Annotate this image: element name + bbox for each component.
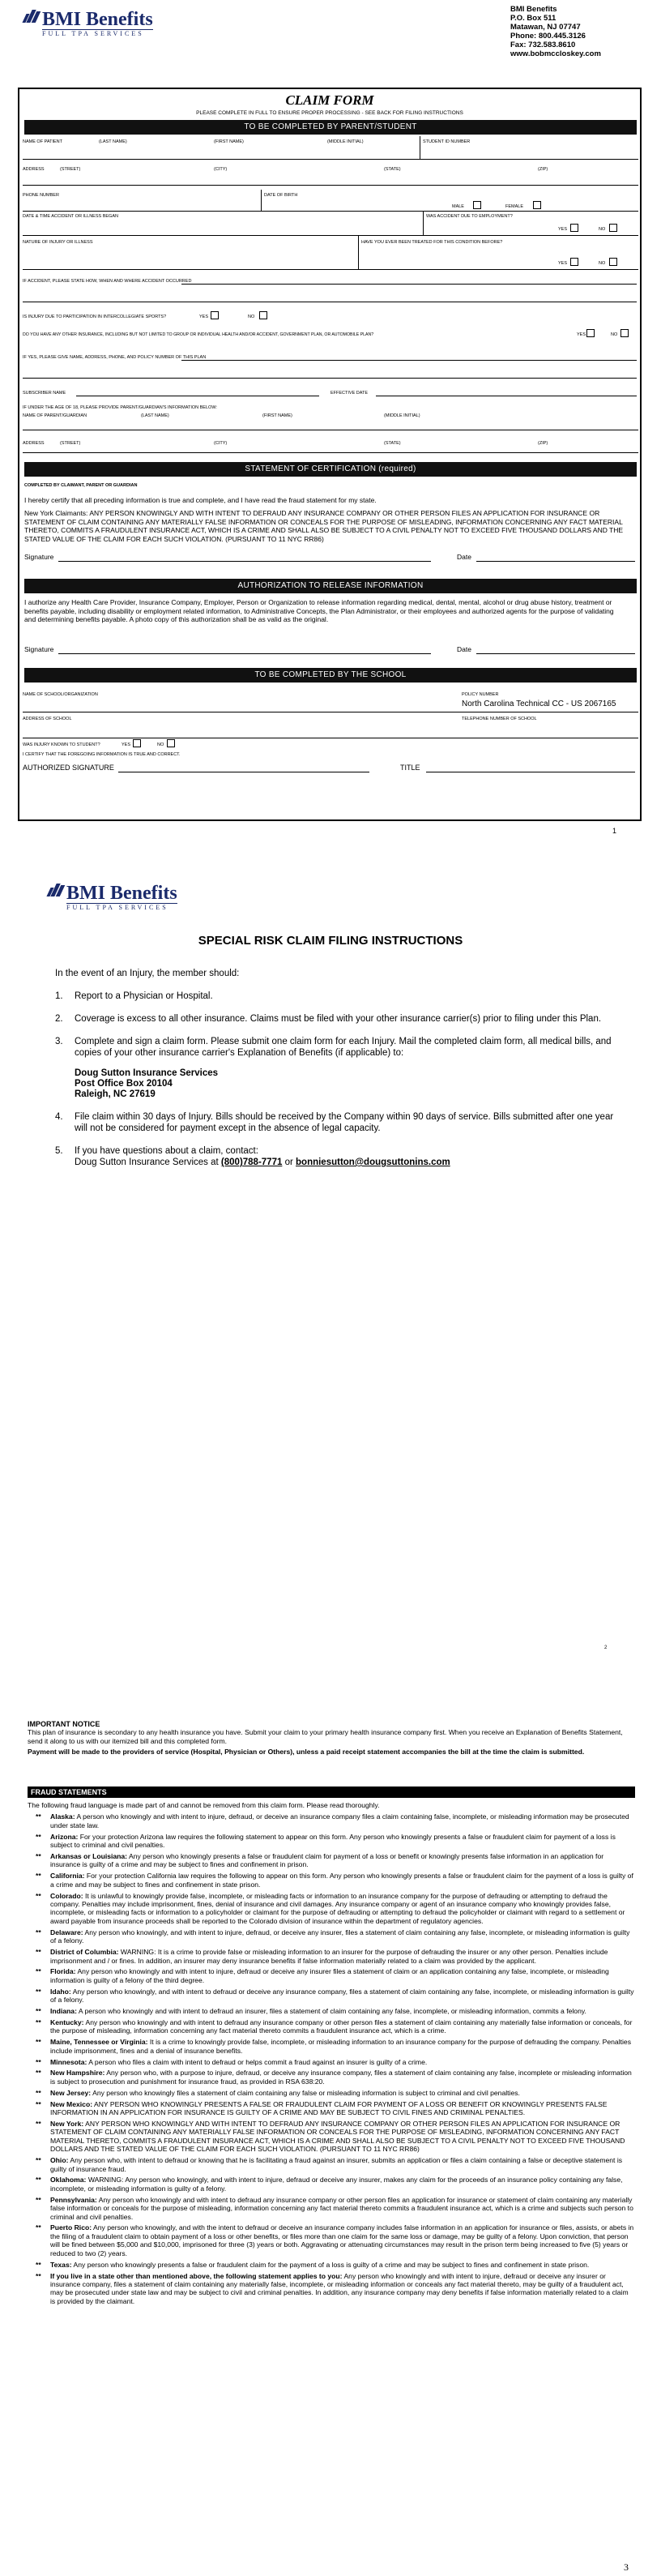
list-item: 1. Report to a Physician or Hospital.	[55, 991, 213, 1001]
section-certification: STATEMENT OF CERTIFICATION (required)	[24, 462, 637, 477]
list-item	[28, 2176, 635, 2193]
state-name: Arizona:	[50, 1832, 79, 1841]
label-title: TITLE	[400, 764, 420, 772]
label-injury-known: WAS INJURY KNOWN TO STUDENT?	[23, 742, 100, 747]
certification-signature-field[interactable]	[58, 561, 431, 562]
bullet-icon: **	[36, 1967, 41, 1976]
bullet-icon: **	[36, 2271, 41, 2280]
bullet-icon: **	[36, 1832, 41, 1841]
bullet-icon: **	[36, 2176, 41, 2184]
list-item	[28, 2100, 635, 2117]
label-auth-signature: AUTHORIZED SIGNATURE	[23, 764, 114, 772]
list-item	[28, 2223, 635, 2257]
label-under-18: IF UNDER THE AGE OF 18, PLEASE PROVIDE PARENT/GUARDIAN'S INFORMATION BELOW:	[23, 405, 217, 410]
fraud-statements	[28, 1801, 635, 2309]
state-name: Minnesota:	[50, 2057, 87, 2066]
company-logo	[23, 10, 153, 37]
instructions-list	[55, 991, 614, 1168]
state-name: Alaska:	[50, 1812, 75, 1821]
list-item	[28, 2261, 635, 2269]
bullet-icon: **	[36, 2018, 41, 2026]
list-item	[28, 2089, 635, 2097]
section-parent-student: TO BE COMPLETED BY PARENT/STUDENT	[24, 120, 637, 135]
bullet-icon: **	[36, 2088, 41, 2097]
bullet-icon: **	[36, 1891, 41, 1900]
important-heading: IMPORTANT NOTICE	[28, 1720, 100, 1728]
state-name: Delaware:	[50, 1928, 83, 1936]
state-text: A person who knowingly and with intent to injure, defraud, or deceive an insurance company files a claim containing false, incomplete, or misleading information may be prosecuted under state law.	[50, 1812, 629, 1829]
bullet-icon: **	[36, 2007, 41, 2016]
state-text: Any person who knowingly and with intent to defraud any insurance company or other person files a statement of claim containing any materially false information or conceals, for the purpose of misleading, information concerning any fact material thereto commits a fraudulent insurance act, which is a crime.	[50, 2018, 633, 2035]
state-name: New Hampshire:	[50, 2069, 105, 2077]
list-item	[28, 1812, 635, 1829]
page-number: 2	[604, 1645, 608, 1650]
label-address: ADDRESS	[23, 167, 45, 172]
label-effective-date: EFFECTIVE DATE	[330, 391, 369, 396]
state-name: California:	[50, 1872, 85, 1881]
fraud-intro: The following fraud language is made part of and cannot be removed from this claim form. Please read thoroughly.	[28, 1801, 380, 1809]
label-if-yes: IF YES, PLEASE GIVE NAME, ADDRESS, PHONE, AND POLICY NUMBER OF THIS PLAN	[23, 355, 207, 360]
list-item: 2. Coverage is excess to all other insurance. Claims must be filed with your other insurance carrier(s) prior to filing under this Plan.	[55, 1014, 602, 1024]
label-policy: POLICY NUMBER	[462, 692, 499, 697]
state-name: Oklahoma:	[50, 2176, 87, 2184]
bullet-icon: **	[36, 2120, 41, 2128]
state-text: For your protection California law requires the following to appear on this form. Any person who knowingly presents a false or fraudulent claim for the payment of a loss is guilty of a crime and may be subject to fines and confinement in state prison.	[50, 1872, 633, 1889]
instructions-page	[0, 867, 661, 1678]
label-nature: NATURE OF INJURY OR ILLNESS	[23, 240, 93, 245]
bullet-icon: **	[36, 2057, 41, 2066]
list-item	[28, 2120, 635, 2154]
contact-phone-link[interactable]: (800)788-7771	[220, 1157, 283, 1167]
list-item	[28, 2156, 635, 2173]
list-item: 5. If you have questions about a claim, contact: Doug Sutton Insurance Services at (800)788-7771 or bonniesutton@dougsuttonins.com	[55, 1146, 450, 1167]
employment-no-checkbox[interactable]	[609, 224, 617, 232]
state-text: ANY PERSON WHO KNOWINGLY AND WITH INTENT TO DEFRAUD ANY INSURANCE COMPANY OR OTHER PERSON FILES AN APPLICATION FOR INSURANCE OR STATEMENT OF CLAIM CONTAINING ANY MATERIALLY FALSE INFORMATION OR CONCEALS FOR THE PURPOSE OF MISLEADING, INFORMATION CONCERNING ANY FACT MATERIAL THERETO, COMMITS A FRAUDULENT INSURANCE ACT, WHICH IS A CRIME AND SHALL ALSO BE SUBJECT TO A CIVIL PENALTY NOT TO EXCEED FIVE THOUSAND DOLLARS AND THE STATED VALUE OF THE CLAIM FOR EACH SUCH VIOLATION. (PURSUANT TO 11 NYC RR86)	[50, 2120, 625, 2154]
male-checkbox[interactable]	[473, 201, 481, 209]
state-name: Puerto Rico:	[50, 2223, 92, 2232]
contact-email-link[interactable]: bonniesutton@dougsuttonins.com	[296, 1157, 450, 1167]
page-number: 3	[624, 2561, 629, 2573]
certification-text: I hereby certify that all preceding information is true and complete, and I have read the fraud statement for my state.	[24, 496, 377, 504]
notice-page	[0, 1702, 661, 2576]
list-item	[28, 1948, 635, 1965]
state-name: If you live in a state other than mentioned above, the following statement applies to you:	[50, 2271, 343, 2280]
bullet-icon: **	[36, 1928, 41, 1936]
claim-form-page	[0, 0, 661, 843]
state-name: New York:	[50, 2120, 84, 2128]
phone-field[interactable]	[23, 211, 638, 212]
list-item	[28, 2038, 635, 2055]
claim-form: CLAIM FORM PLEASE COMPLETE IN FULL TO ENSURE PROPER PROCESSING - SEE BACK FOR FILING INSTRUCTIONS TO BE COMPLETED BY PARENT/STUDENT NAME OF PATIENT (LAST NAME) (FIRST NAME) (MIDDLE INITIAL) STUDENT ID NUMBER ADDRESS (STREET) (CITY) (STATE) (ZIP) PHONE NUMBER DATE OF BIRTH MALE FEMALE DATE & TIME ACCIDENT OR ILLNESS BEGAN WAS ACCIDENT DUE TO EMPLOYMENT? YES NO NATURE OF INJURY OR ILLNESS HAVE YOU EVER BEEN TREATED FOR THIS CONDITION BEFORE? YES NO IF ACCIDENT, PLEASE STATE HOW, WHEN AND WHERE ACCIDENT OCCURRED IS INJURY DUE TO PARTICIPATION IN INTERCOLLEGIATE SPORTS? YES NO DO YOU HAVE ANY OTHER INSURANCE, INCLUDING BUT NOT LIMITED TO GROUP OR INDIVIDUAL HEALTH AND/OR ACCIDENT, GOVERNMENT PLAN, OR AUTOMOBILE PLAN? YES NO IF YES, PLEASE GIVE NAME, ADDRESS, PHONE, AND POLICY NUMBER OF THIS PLAN SUBSCRIBER NAME EFFECTIVE DATE IF UNDER THE AGE OF 18, PLEASE PROVIDE PARENT/GUARDIAN'S INFORMATION BELOW: NAME OF PARENT/GUARDIAN (LAST NAME) (FIRST NAME) (MIDDLE INITIAL) ADDRESS (STREET) (CITY) (STATE) (ZIP) STATEMENT OF CERTIFICATION (required) COMPLETED BY CLAIMANT, PARENT OR GUARDIAN I hereby certify that all preceding information is true and complete, and I have read the fraud statement for my state. New York Claimants: ANY PERSON KNOWINGLY AND WITH INTENT TO DEFRAUD ANY INSURANCE COMPANY OR OTHER PERSON FILES AN APPLICATION FOR INSURANCE OR STATEMENT OF CLAIM CONTAINING ANY MATERIALLY FALSE INFORMATION OR CONCEALS FOR THE PURPOSE OF MISLEADING, INFORMATION CONCERNING ANY FACT MATERIAL THERETO, COMMITS A FRAUDULENT INSURANCE ACT, WHICH IS A CRIME AND SHALL ALSO BE SUBJECT TO A CIVIL PENALTY NOT TO EXCEED FIVE THOUSAND DOLLARS AND THE STATED VALUE OF THE CLAIM FOR EACH SUCH VIOLATION. (PURSUANT TO 11 NYC RR86) Signature Date AUTHORIZATION TO RELEASE INFORMATION I authorize any Health Care Provider, Insurance Company, Employer, Person or Organization to release information regarding medical, dental, mental, alcohol or drug abuse history, treatment or benefits payable, including disability or employment related information, to Administrative Concepts, the Plan Administrator, or their employees and authorized agents for the purpose of validating and determining benefits payable. A photo copy of this authorization shall be as valid as the original. Signature Date TO BE COMPLETED BY THE SCHOOL NAME OF SCHOOL/ORGANIZATION POLICY NUMBER North Carolina Technical CC - US 2067165 ADDRESS OF SCHOOL TELEPHONE NUMBER OF SCHOOL WAS INJURY KNOWN TO STUDENT? YES NO I CERTIFY THAT THE FOREGOING INFORMATION IS TRUE AND CORRECT. AUTHORIZED SIGNATURE TITLE	[18, 88, 642, 821]
state-text: A person who files a claim with intent to defraud or helps commit a fraud against an insurer is guilty of a crime.	[88, 2057, 428, 2066]
injury-known-no-checkbox[interactable]	[167, 739, 175, 747]
parent-address-field[interactable]	[23, 452, 638, 453]
prior-treatment-no-checkbox[interactable]	[609, 258, 617, 266]
state-text: Any person who knowingly and with intent to injure, defraud or deceive any insurer or insurance company, files a statement of claim containing any materially false, incomplete, or misleading information or conceals any fact material thereto, may be guilty of a fraudulent act, may be prosecuted under state law and may be subject to civil and criminal penalties. In addition, any insurance company may deny benefits if false information materially related to a claim is provided by the claimant.	[50, 2271, 629, 2305]
company-logo: BMI Benefits FULL TPA SERVICES	[47, 884, 177, 911]
state-text: Any person who knowingly and with intent to defraud any insurance company or other person files an application for insurance or statement of claim containing any materially false information or conceals for the purpose of misleading, information concerning any fact material thereto commits a fraudulent insurance act, which is a crime and subjects such person to criminal and civil penalties.	[50, 2195, 633, 2221]
state-text: A person who knowingly and with intent to defraud an insurer, files a statement of claim containing any false, incomplete, or misleading information, commits a felony.	[78, 2007, 586, 2016]
completed-by-label: COMPLETED BY CLAIMANT, PARENT OR GUARDIAN	[24, 483, 138, 488]
list-item	[28, 1892, 635, 1926]
state-name: New Jersey:	[50, 2088, 92, 2097]
list-item	[28, 1988, 635, 2005]
logo-mark-icon	[23, 10, 41, 23]
state-name: Indiana:	[50, 2007, 77, 2016]
list-item	[28, 2018, 635, 2035]
label-school-name: NAME OF SCHOOL/ORGANIZATION	[23, 692, 98, 697]
bullet-icon: **	[36, 1948, 41, 1957]
label-school-address: ADDRESS OF SCHOOL	[23, 717, 72, 721]
label-accident-desc: IF ACCIDENT, PLEASE STATE HOW, WHEN AND WHERE ACCIDENT OCCURRED	[23, 279, 192, 284]
label-student-id: STUDENT ID NUMBER	[423, 139, 471, 144]
bullet-icon: **	[36, 2260, 41, 2269]
list-item	[28, 2069, 635, 2086]
state-name: Idaho:	[50, 1987, 71, 1996]
state-list	[28, 1812, 635, 2305]
sports-no-checkbox[interactable]	[259, 311, 267, 319]
mail-address: Doug Sutton Insurance Services Post Office Box 20104 Raleigh, NC 27619	[75, 1068, 219, 1099]
other-insurance-no-checkbox[interactable]	[620, 329, 629, 337]
page-number: 1	[612, 827, 617, 835]
bullet-icon: **	[36, 2195, 41, 2204]
state-text: Any person who, with intent to defraud or knowing that he is facilitating a fraud against an insurer, submits an application or files a claim containing a false or deceptive statement is guilty of insurance fraud.	[50, 2156, 623, 2173]
ny-fraud-text: New York Claimants: ANY PERSON KNOWINGLY AND WITH INTENT TO DEFRAUD ANY INSURANCE COMPANY OR OTHER PERSON FILES AN APPLICATION FOR INSURANCE OR STATEMENT OF CLAIM CONTAINING ANY MATERIALLY FALSE INFORMATION OR CONCEALS FOR THE PURPOSE OF MISLEADING, INFORMATION CONCERNING ANY FACT MATERIAL THERETO, COMMITS A FRAUDULENT INSURANCE ACT, WHICH IS A CRIME AND SHALL ALSO BE SUBJECT TO A CIVIL PENALTY NOT TO EXCEED FIVE THOUSAND DOLLARS AND THE STATED VALUE OF THE CLAIM FOR EACH SUCH VIOLATION. (PURSUANT TO 11 NYC RR86)	[24, 509, 624, 543]
list-item	[28, 1928, 635, 1945]
state-text: Any person who knowingly and with intent to injure, defraud or deceive any insurer files a statement of claim or an application containing any false, incomplete, or misleading information is guilty of a felony of the third degree.	[50, 1967, 609, 1984]
state-name: Pennsylvania:	[50, 2195, 97, 2204]
instructions-intro: In the event of an Injury, the member should:	[55, 969, 240, 978]
label-dob: DATE OF BIRTH	[264, 193, 298, 198]
section-release: AUTHORIZATION TO RELEASE INFORMATION	[24, 579, 637, 593]
label-certify: I CERTIFY THAT THE FOREGOING INFORMATION IS TRUE AND CORRECT.	[23, 752, 181, 757]
form-subtitle: PLEASE COMPLETE IN FULL TO ENSURE PROPER PROCESSING - SEE BACK FOR FILING INSTRUCTIONS	[196, 110, 463, 116]
bullet-icon: **	[36, 1852, 41, 1861]
list-item	[28, 2007, 635, 2015]
list-item	[28, 2058, 635, 2066]
list-item	[28, 1872, 635, 1889]
form-title: CLAIM FORM	[285, 92, 374, 108]
state-text: Any person who knowingly, and with intent to defraud or deceive any insurance company, files a statement of claim containing any false, incomplete, or misleading information is guilty of a felony.	[50, 1987, 634, 2005]
state-name: Ohio:	[50, 2156, 69, 2165]
state-name: Florida:	[50, 1967, 76, 1976]
bullet-icon: **	[36, 1812, 41, 1821]
label-employment: WAS ACCIDENT DUE TO EMPLOYMENT?	[426, 214, 513, 219]
fraud-statements-band: FRAUD STATEMENTS	[28, 1787, 635, 1798]
section-school: TO BE COMPLETED BY THE SCHOOL	[24, 668, 637, 683]
state-text: WARNING: It is a crime to provide false or misleading information to an insurer for the purpose of defrauding the insurer or any other person. Penalties include imprisonment and / or fines. In addition, an insurer may deny insurance benefits if false information materially related to a claim was provided by the applicant.	[50, 1948, 608, 1965]
label-subscriber: SUBSCRIBER NAME	[23, 391, 66, 396]
company-tagline: FULL TPA SERVICES	[42, 29, 153, 37]
bullet-icon: **	[36, 1872, 41, 1881]
list-item	[28, 2272, 635, 2306]
state-name: Arkansas or Louisiana:	[50, 1852, 128, 1861]
injury-known-yes-checkbox[interactable]	[133, 739, 141, 747]
other-insurance-yes-checkbox[interactable]	[586, 329, 595, 337]
list-item	[28, 2196, 635, 2221]
release-signature-field[interactable]	[58, 653, 431, 654]
state-text: It is unlawful to knowingly provide false, incomplete, or misleading facts or information to an insurance company for the purpose of defrauding or attempting to defraud the company. Penalties may include imprisonment, fines, denial of insurance and civil damages. Any insurance company or agent of an insurance company who knowingly provides false, incomplete, or misleading facts or information to a policyholder or claimant for the purpose of defrauding or attempting to defraud the policyholder or claimant with regard to a settlement or award payable from insurance proceeds shall be reported to the Colorado division of insurance within the department of regulatory agencies.	[50, 1891, 625, 1925]
state-name: Kentucky:	[50, 2018, 84, 2026]
list-item	[28, 1967, 635, 1984]
label-date-time-accident: DATE & TIME ACCIDENT OR ILLNESS BEGAN	[23, 214, 118, 219]
list-item	[28, 1833, 635, 1850]
address-field[interactable]	[23, 185, 638, 186]
payment-text: Payment will be made to the providers of service (Hospital, Physician or Others), unless a paid receipt statement accompanies the bill at the time the claim is submitted.	[28, 1748, 585, 1757]
policy-number-value: North Carolina Technical CC - US 2067165	[462, 700, 616, 708]
company-name: BMI Benefits	[42, 9, 153, 30]
instructions-body	[55, 968, 614, 1179]
label-sports: IS INJURY DUE TO PARTICIPATION IN INTERCOLLEGIATE SPORTS?	[23, 315, 167, 319]
bullet-icon: **	[36, 2223, 41, 2232]
bullet-icon: **	[36, 2069, 41, 2077]
accident-desc-field[interactable]	[181, 284, 637, 285]
state-text: WARNING: Any person who knowingly, and with intent to injure, defraud or deceive any insurer, makes any claim for the proceeds of an insurance policy containing any false, incomplete, or misleading information is guilty of a felony.	[50, 2176, 623, 2193]
release-text: I authorize any Health Care Provider, Insurance Company, Employer, Person or Organization to release information regarding medical, dental, mental, alcohol or drug abuse history, treatment or benefits payable, including disability or employment related information, to Administrative Concepts, the Plan Administrator, or their employees and authorized agents for the purpose of validating and determining benefits payable. A photo copy of this authorization shall be as valid as the original.	[24, 598, 614, 623]
list-item: 4. File claim within 30 days of Injury. Bills should be received by the Company within 90 days of service. Bills submitted after one year will not be considered for payment except in the absence of legal capacity.	[55, 1112, 614, 1133]
label-other-insurance: DO YOU HAVE ANY OTHER INSURANCE, INCLUDING BUT NOT LIMITED TO GROUP OR INDIVIDUAL HEALTH AND/OR ACCIDENT, GOVERNMENT PLAN, OR AUTOMOBILE PLAN?	[23, 332, 374, 337]
label-name-of-patient: NAME OF PATIENT	[23, 139, 62, 144]
list-item	[28, 1852, 635, 1869]
female-checkbox[interactable]	[533, 201, 541, 209]
state-text: For your protection Arizona law requires the following statement to appear on this form. Any person who knowingly presents a false or fraudulent claim for payment of a loss is subject to criminal and civil penalties.	[50, 1832, 616, 1850]
logo-mark-icon	[47, 884, 65, 896]
certification-date-field[interactable]	[476, 561, 635, 562]
list-item: 3. Complete and sign a claim form. Please submit one claim form for each Injury. Mail the completed claim form, all medical bills, and copies of your other insurance carrier's Explanation of Benefits (if applicable) to: Doug Sutton Insurance Services Post Office Box 20104 Raleigh, NC 27619	[55, 1036, 614, 1100]
state-text: Any person who knowingly, and with intent to injure, defraud, or deceive any insurer, files a statement of claim containing any false, incomplete, or misleading information is guilty of a felony.	[50, 1928, 630, 1945]
instructions-title: SPECIAL RISK CLAIM FILING INSTRUCTIONS	[198, 934, 463, 948]
label-prior-treatment: HAVE YOU EVER BEEN TREATED FOR THIS CONDITION BEFORE?	[361, 240, 503, 245]
state-text: Any person who knowingly files a statement of claim containing any false or misleading information is subject to criminal and civil penalties.	[92, 2088, 520, 2097]
name-of-patient-field[interactable]	[23, 159, 638, 160]
bullet-icon: **	[36, 2038, 41, 2047]
label-name-parent: NAME OF PARENT/GUARDIAN	[23, 413, 87, 418]
bullet-icon: **	[36, 2099, 41, 2108]
state-text: Any person who knowingly presents a false or fraudulent claim for payment of a loss or benefit or knowingly presents false information in an application for insurance is guilty of a crime and may be subject to fines and confinement in prison.	[50, 1852, 604, 1869]
state-text: Any person who knowingly, and with the intent to defraud or deceive an insurance company includes false information in an application for insurance or files, assists, or abets in the filing of a fraudulent claim to obtain payment of a loss or other benefits, or files more than one claim for the same loss or damage, may be guilty of a felony. Upon conviction, that person will be fined between $5,000 and $10,000, imprisoned for three (3) years or both. Aggravating or attenuating circumstances may result in the prison term being increased to five (5) years or reduced to two (2) years.	[50, 2223, 634, 2257]
prior-treatment-yes-checkbox[interactable]	[570, 258, 578, 266]
other-insurance-details-field[interactable]	[181, 360, 637, 361]
state-text: Any person who knowingly presents a false or fraudulent claim for the payment of a loss is guilty of a crime and may be subject to fines and confinement in state prison.	[73, 2260, 590, 2269]
state-name: District of Columbia:	[50, 1948, 119, 1957]
state-name: Texas:	[50, 2260, 72, 2269]
label-school-tel: TELEPHONE NUMBER OF SCHOOL	[462, 717, 537, 721]
employment-yes-checkbox[interactable]	[570, 224, 578, 232]
state-text: ANY PERSON WHO KNOWINGLY PRESENTS A FALSE OR FRAUDULENT CLAIM FOR PAYMENT OF A LOSS OR BENEFIT OR KNOWINGLY PRESENTS FALSE INFORMATION IN AN APPLICATION FOR INSURANCE IS GUILTY OF A CRIME AND MAY BE SUBJECT TO CIVIL FINES AND CRIMINAL PENALTIES.	[50, 2099, 608, 2117]
release-date-field[interactable]	[476, 653, 635, 654]
sports-yes-checkbox[interactable]	[211, 311, 219, 319]
state-name: Maine, Tennessee or Virginia:	[50, 2038, 148, 2047]
company-address: BMI Benefits P.O. Box 511 Matawan, NJ 07747 Phone: 800.445.3126 Fax: 732.583.8610 www.bobmccloskey.com	[510, 5, 601, 58]
bullet-icon: **	[36, 2156, 41, 2165]
state-name: New Mexico:	[50, 2099, 93, 2108]
bullet-icon: **	[36, 1987, 41, 1996]
important-notice	[28, 1720, 635, 1757]
state-text: Any person who, with a purpose to injure, defraud, or deceive any insurance company, files a statement of claim containing any false, incomplete or misleading information is subject to prosecution and punishment for insurance fraud, as provided in RSA 638:20.	[50, 2069, 632, 2086]
important-text: This plan of insurance is secondary to any health insurance you have. Submit your claim to your primary health insurance company first. When you receive an Explanation of Benefits Statement, send it along to us with our itemized bill and this completed form.	[28, 1728, 623, 1745]
state-text: It is a crime to knowingly provide false, incomplete, or misleading information to an insurance company for the purpose of defrauding the company. Penalties include imprisonment, fines and a denial of insurance benefits.	[50, 2038, 631, 2055]
state-name: Colorado:	[50, 1891, 83, 1900]
label-phone: PHONE NUMBER	[23, 193, 59, 198]
